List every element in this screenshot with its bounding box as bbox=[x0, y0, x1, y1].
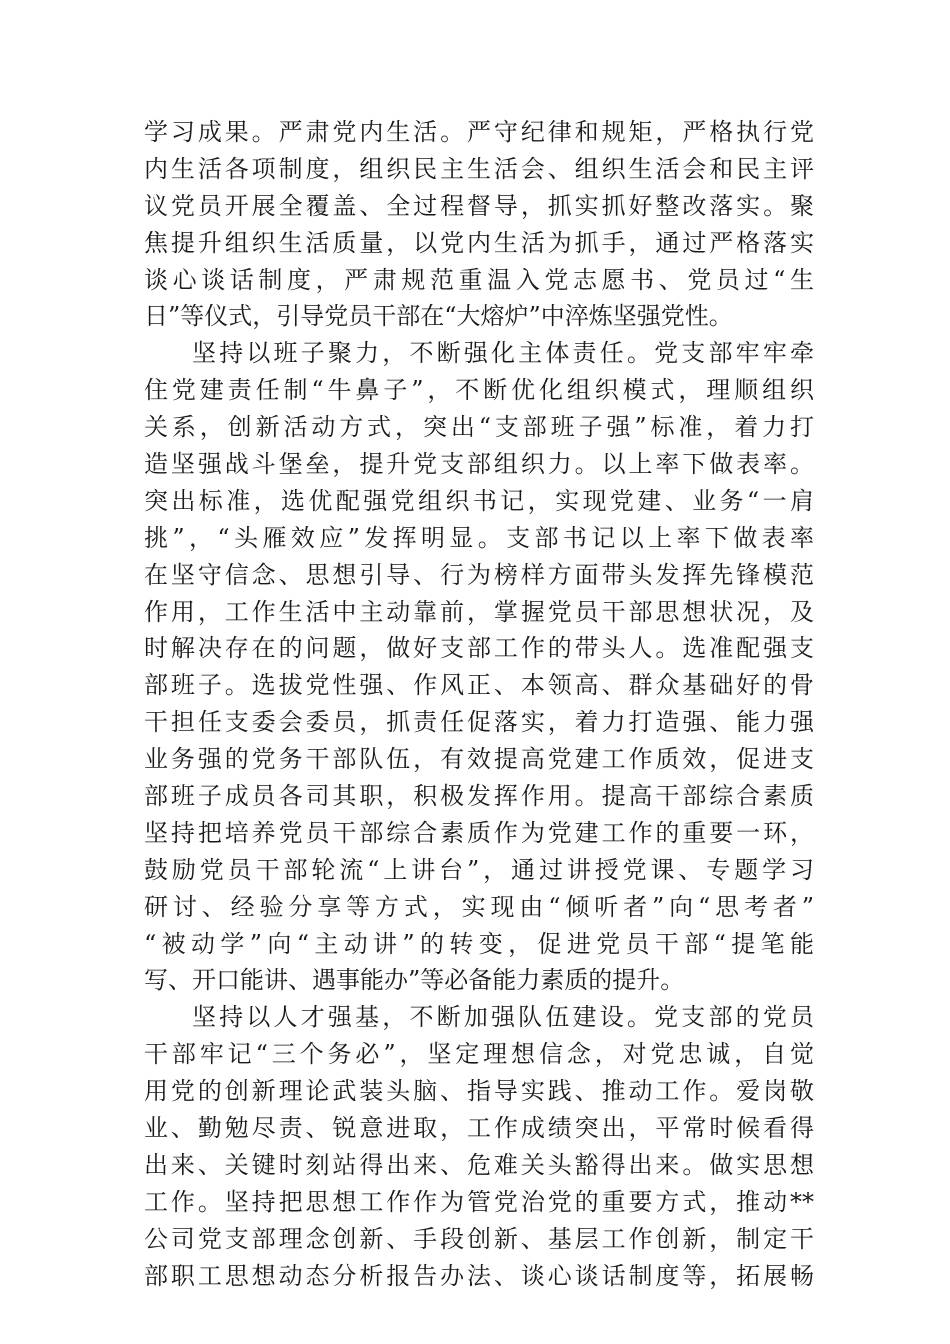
text-line: 内生活各项制度，组织民主生活会、组织生活会和民主评 bbox=[144, 154, 814, 183]
text-line: 部班子成员各司其职，积极发挥作用。提高干部综合素质 bbox=[144, 782, 814, 811]
text-line: 用党的创新理论武装头脑、指导实践、推动工作。爱岗敬 bbox=[144, 1077, 814, 1106]
text-line: 谈心谈话制度，严肃规范重温入党志愿书、党员过“生 bbox=[144, 265, 814, 294]
text-line: 干部牢记“三个务必”，坚定理想信念，对党忠诚，自觉 bbox=[144, 1040, 814, 1069]
text-line: 作用，工作生活中主动靠前，掌握党员干部思想状况，及 bbox=[144, 597, 814, 626]
text-line: 坚持以人才强基，不断加强队伍建设。党支部的党员 bbox=[192, 1003, 814, 1032]
text-line: 公司党支部理念创新、手段创新、基层工作创新，制定干 bbox=[144, 1224, 814, 1253]
text-line: 日”等仪式，引导党员干部在“大熔炉”中淬炼坚强党性。 bbox=[144, 302, 733, 331]
text-line: 业、勤勉尽责、锐意进取，工作成绩突出，平常时候看得 bbox=[144, 1114, 814, 1143]
text-line: 挑”，“头雁效应”发挥明显。支部书记以上率下做表率 bbox=[144, 523, 814, 552]
text-line: 住党建责任制“牛鼻子”，不断优化组织模式，理顺组织 bbox=[144, 376, 814, 405]
text-line: 关系，创新活动方式，突出“支部班子强”标准，着力打 bbox=[144, 413, 814, 442]
text-line: 在坚守信念、思想引导、行为榜样方面带头发挥先锋模范 bbox=[144, 560, 814, 589]
text-line: 时解决存在的问题，做好支部工作的带头人。选准配强支 bbox=[144, 634, 814, 663]
text-line: 业务强的党务干部队伍，有效提高党建工作质效，促进支 bbox=[144, 745, 814, 774]
text-line: 坚持以班子聚力，不断强化主体责任。党支部牢牢牵 bbox=[192, 339, 814, 368]
text-line: 学习成果。严肃党内生活。严守纪律和规矩，严格执行党 bbox=[144, 118, 814, 146]
text-line: 干担任支委会委员，抓责任促落实，着力打造强、能力强 bbox=[144, 708, 814, 737]
text-line: 部班子。选拔党性强、作风正、本领高、群众基础好的骨 bbox=[144, 671, 814, 700]
text-line: 造坚强战斗堡垒，提升党支部组织力。以上率下做表率。 bbox=[144, 450, 814, 479]
text-line: 写、开口能讲、遇事能办”等必备能力素质的提升。 bbox=[144, 966, 685, 995]
text-line: “被动学”向“主动讲”的转变，促进党员干部“提笔能 bbox=[144, 929, 814, 958]
text-line: 焦提升组织生活质量，以党内生活为抓手，通过严格落实 bbox=[144, 228, 814, 257]
text-line: 部职工思想动态分析报告办法、谈心谈话制度等，拓展畅 bbox=[144, 1261, 814, 1290]
text-line: 突出标准，选优配强党组织书记，实现党建、业务“一肩 bbox=[144, 486, 814, 515]
text-line: 议党员开展全覆盖、全过程督导，抓实抓好整改落实。聚 bbox=[144, 191, 814, 220]
text-line: 坚持把培养党员干部综合素质作为党建工作的重要一环， bbox=[144, 818, 814, 847]
body-text bbox=[144, 114, 814, 1295]
text-line: 鼓励党员干部轮流“上讲台”，通过讲授党课、专题学习 bbox=[144, 855, 814, 884]
text-line: 出来、关键时刻站得出来、危难关头豁得出来。做实思想 bbox=[144, 1150, 814, 1179]
text-line: 研讨、经验分享等方式，实现由“倾听者”向“思考者” bbox=[144, 892, 814, 921]
text-line: 工作。坚持把思想工作作为管党治党的重要方式，推动** bbox=[144, 1187, 814, 1216]
